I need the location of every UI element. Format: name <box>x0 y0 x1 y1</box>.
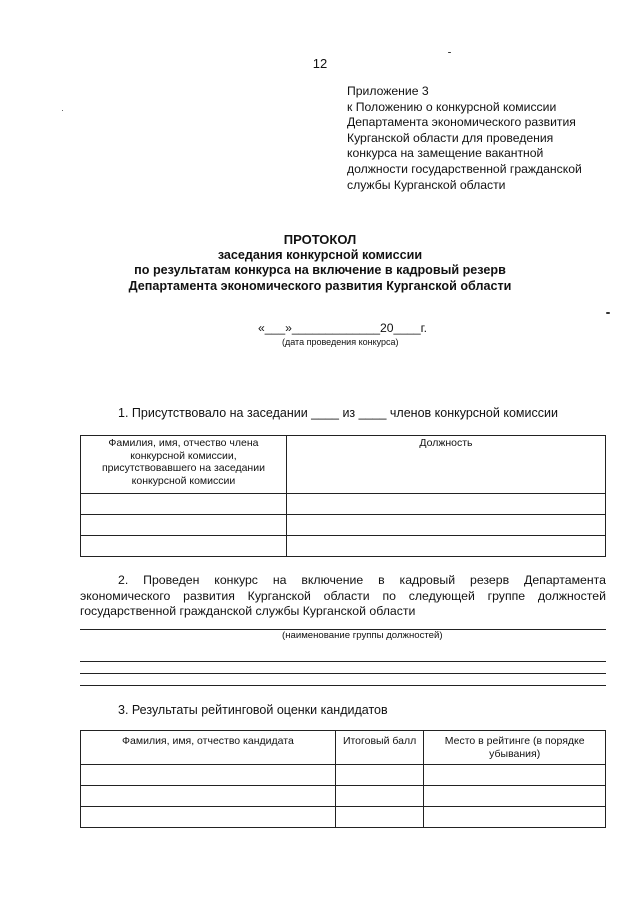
fill-line <box>80 661 606 662</box>
fill-line <box>80 673 606 674</box>
col-header-rating-place: Место в рейтинге (в порядке убывания) <box>424 731 606 765</box>
rating-table <box>80 730 606 828</box>
table-row <box>81 807 606 828</box>
appendix-line: Курганской области для проведения <box>347 130 554 145</box>
section-2-text: 2. Проведен конкурс на включение в кадровый резерв Департамента экономического развития Курганской области по следующей группе должностей государственной гражданской службы Курганской области <box>80 573 606 619</box>
title-line: по результатам конкурса на включение в кадровый резерв <box>134 263 506 277</box>
date-caption: (дата проведения конкурса) <box>282 337 399 347</box>
document-title <box>0 232 640 294</box>
title-line: заседания конкурсной комиссии <box>217 247 423 262</box>
date-line: «___»_____________20____г. <box>258 321 428 335</box>
fill-line <box>80 685 606 686</box>
appendix-line: к Положению о конкурсной комиссии <box>347 99 557 114</box>
appendix-line: конкурса на замещение вакантной <box>347 146 544 161</box>
appendix-line: Департамента экономического развития <box>347 115 576 130</box>
scan-speck <box>62 110 63 111</box>
table-row <box>81 515 606 536</box>
col-header-total-score: Итоговый балл <box>335 731 424 765</box>
appendix-line: службы Курганской области <box>347 177 506 192</box>
appendix-line: Приложение 3 <box>347 84 429 98</box>
title-line: ПРОТОКОЛ <box>283 232 357 247</box>
appendix-note <box>347 84 582 193</box>
col-header-candidate-name: Фамилия, имя, отчество кандидата <box>81 731 336 765</box>
table-row <box>81 536 606 557</box>
col-header-position: Должность <box>286 436 605 494</box>
table-row <box>81 494 606 515</box>
title-line: Департамента экономического развития Курганской области <box>128 278 512 293</box>
appendix-line: должности государственной гражданской <box>347 161 582 176</box>
section-3-text: 3. Результаты рейтинговой оценки кандидатов <box>118 703 388 717</box>
col-header-member-name: Фамилия, имя, отчество члена конкурсной комиссии, присутствовавшего на заседании конкурсной комиссии <box>81 436 287 494</box>
attendance-table <box>80 435 606 557</box>
page-number: 12 <box>312 56 328 71</box>
table-row <box>81 786 606 807</box>
scan-speck <box>448 52 451 53</box>
table-row <box>81 765 606 786</box>
scan-speck <box>606 312 610 314</box>
section-1-text: 1. Присутствовало на заседании ____ из ____ членов конкурсной комиссии <box>118 406 558 420</box>
group-caption: (наименование группы должностей) <box>282 630 443 641</box>
